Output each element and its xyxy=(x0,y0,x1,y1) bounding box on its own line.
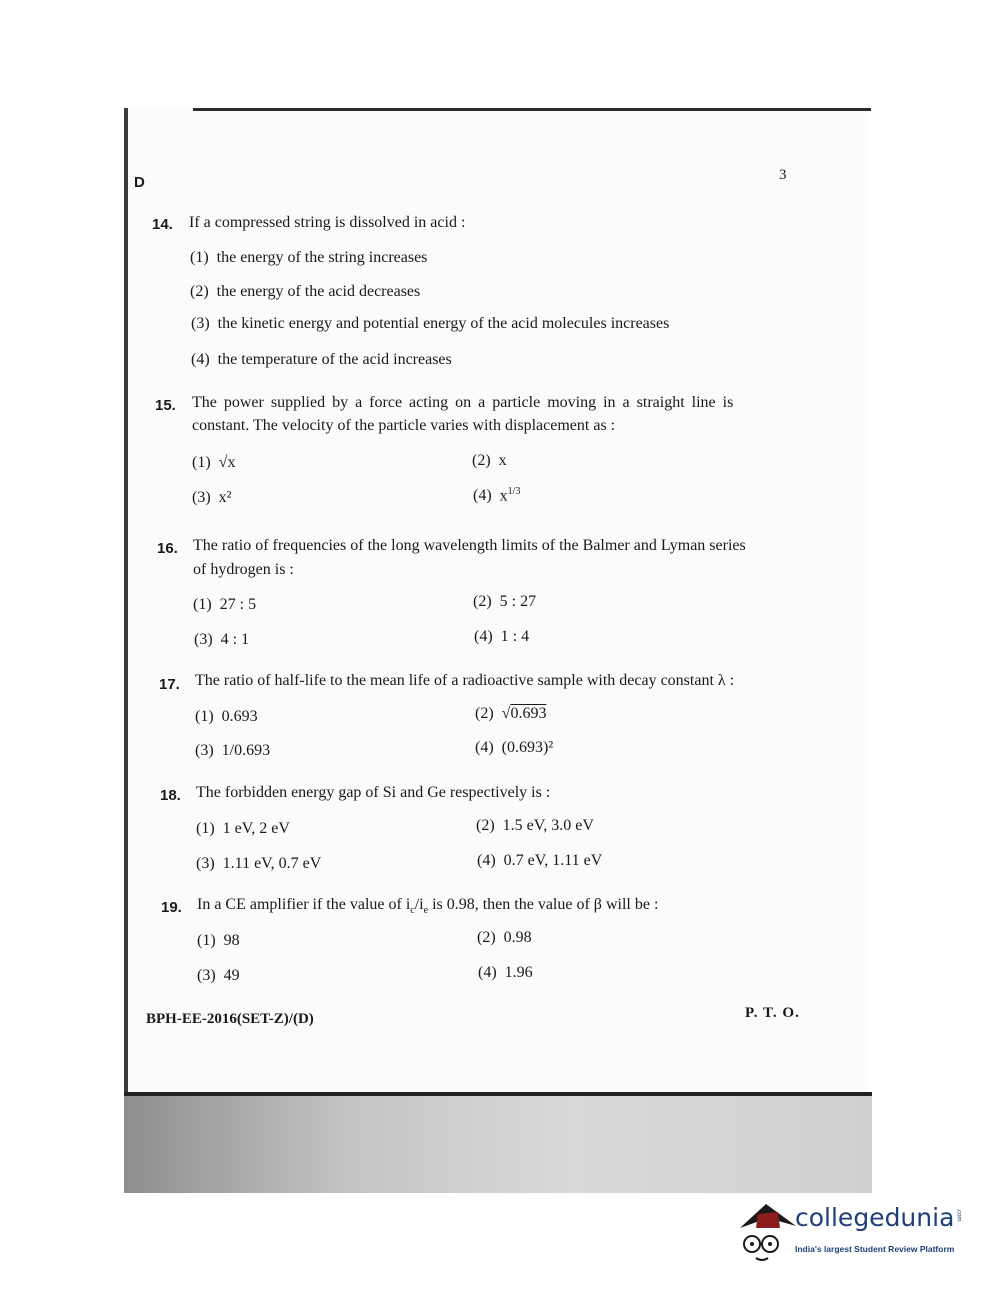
question-number: 16. xyxy=(157,540,178,557)
question-number: 18. xyxy=(160,787,181,804)
question-text: In a CE amplifier if the value of $i_c/i_e$ is 0.98, then the value of β will be : xyxy=(197,896,659,917)
question-number: 19. xyxy=(161,899,182,916)
option: (2) 0.98 xyxy=(477,929,532,946)
question-text-line-1: The power supplied by a force acting on a particle moving in a straight line is xyxy=(192,394,734,411)
scan-shadow xyxy=(124,1094,872,1193)
option: (4) 1.96 xyxy=(478,964,533,981)
scanned-page xyxy=(124,108,869,1193)
page-number: 3 xyxy=(779,167,787,183)
question-number: 17. xyxy=(159,676,180,693)
option: (4) $x^{1/3}$ xyxy=(473,486,521,505)
brand-tagline: India's largest Student Review Platform xyxy=(795,1244,955,1254)
question-text: If a compressed string is dissolved in acid : xyxy=(189,214,466,231)
paper-code: BPH-EE-2016(SET-Z)/(D) xyxy=(146,1011,314,1027)
set-label: D xyxy=(134,174,145,191)
page-top-rule xyxy=(193,108,871,111)
question-text-line-2: constant. The velocity of the particle varies with displacement as : xyxy=(192,417,616,434)
option: (3) x² xyxy=(192,489,232,506)
option: (2) √0.693 xyxy=(475,705,547,722)
option: (2) 5 : 27 xyxy=(473,593,537,610)
option: (3) 4 : 1 xyxy=(194,631,250,648)
question-text-line-2: of hydrogen is : xyxy=(193,561,294,578)
option: (1) 0.693 xyxy=(195,708,258,725)
option: (1) 98 xyxy=(197,932,240,949)
option: (1) 27 : 5 xyxy=(193,596,257,613)
option: (3) 1/0.693 xyxy=(195,742,271,759)
option: (1) √x xyxy=(192,454,236,471)
option: (4) 1 : 4 xyxy=(474,628,530,645)
option: (2) the energy of the acid decreases xyxy=(190,283,421,300)
option: (2) 1.5 eV, 3.0 eV xyxy=(476,817,594,834)
question-text: The ratio of half-life to the mean life of a radioactive sample with decay constant λ : xyxy=(195,672,735,689)
scan-edge-line xyxy=(124,1092,872,1096)
option: (4) the temperature of the acid increases xyxy=(191,351,452,368)
question-text: The forbidden energy gap of Si and Ge respectively is : xyxy=(196,784,551,801)
question-text-line-1: The ratio of frequencies of the long wavelength limits of the Balmer and Lyman series xyxy=(193,537,746,554)
brand-name: collegedunia xyxy=(795,1203,955,1232)
brand-domain: .com xyxy=(955,1208,962,1222)
option: (2) x xyxy=(472,452,507,469)
option: (1) the energy of the string increases xyxy=(190,249,428,266)
option: (1) 1 eV, 2 eV xyxy=(196,820,290,837)
option: (3) the kinetic energy and potential energy of the acid molecules increases xyxy=(191,315,670,332)
option: (3) 1.11 eV, 0.7 eV xyxy=(196,855,322,872)
question-number: 15. xyxy=(155,397,176,414)
option: (4) 0.7 eV, 1.11 eV xyxy=(477,852,603,869)
option: (3) 49 xyxy=(197,967,240,984)
option: (4) (0.693)² xyxy=(475,739,554,756)
please-turn-over: P. T. O. xyxy=(745,1005,800,1021)
page-left-edge xyxy=(124,108,128,1193)
question-number: 14. xyxy=(152,216,173,233)
